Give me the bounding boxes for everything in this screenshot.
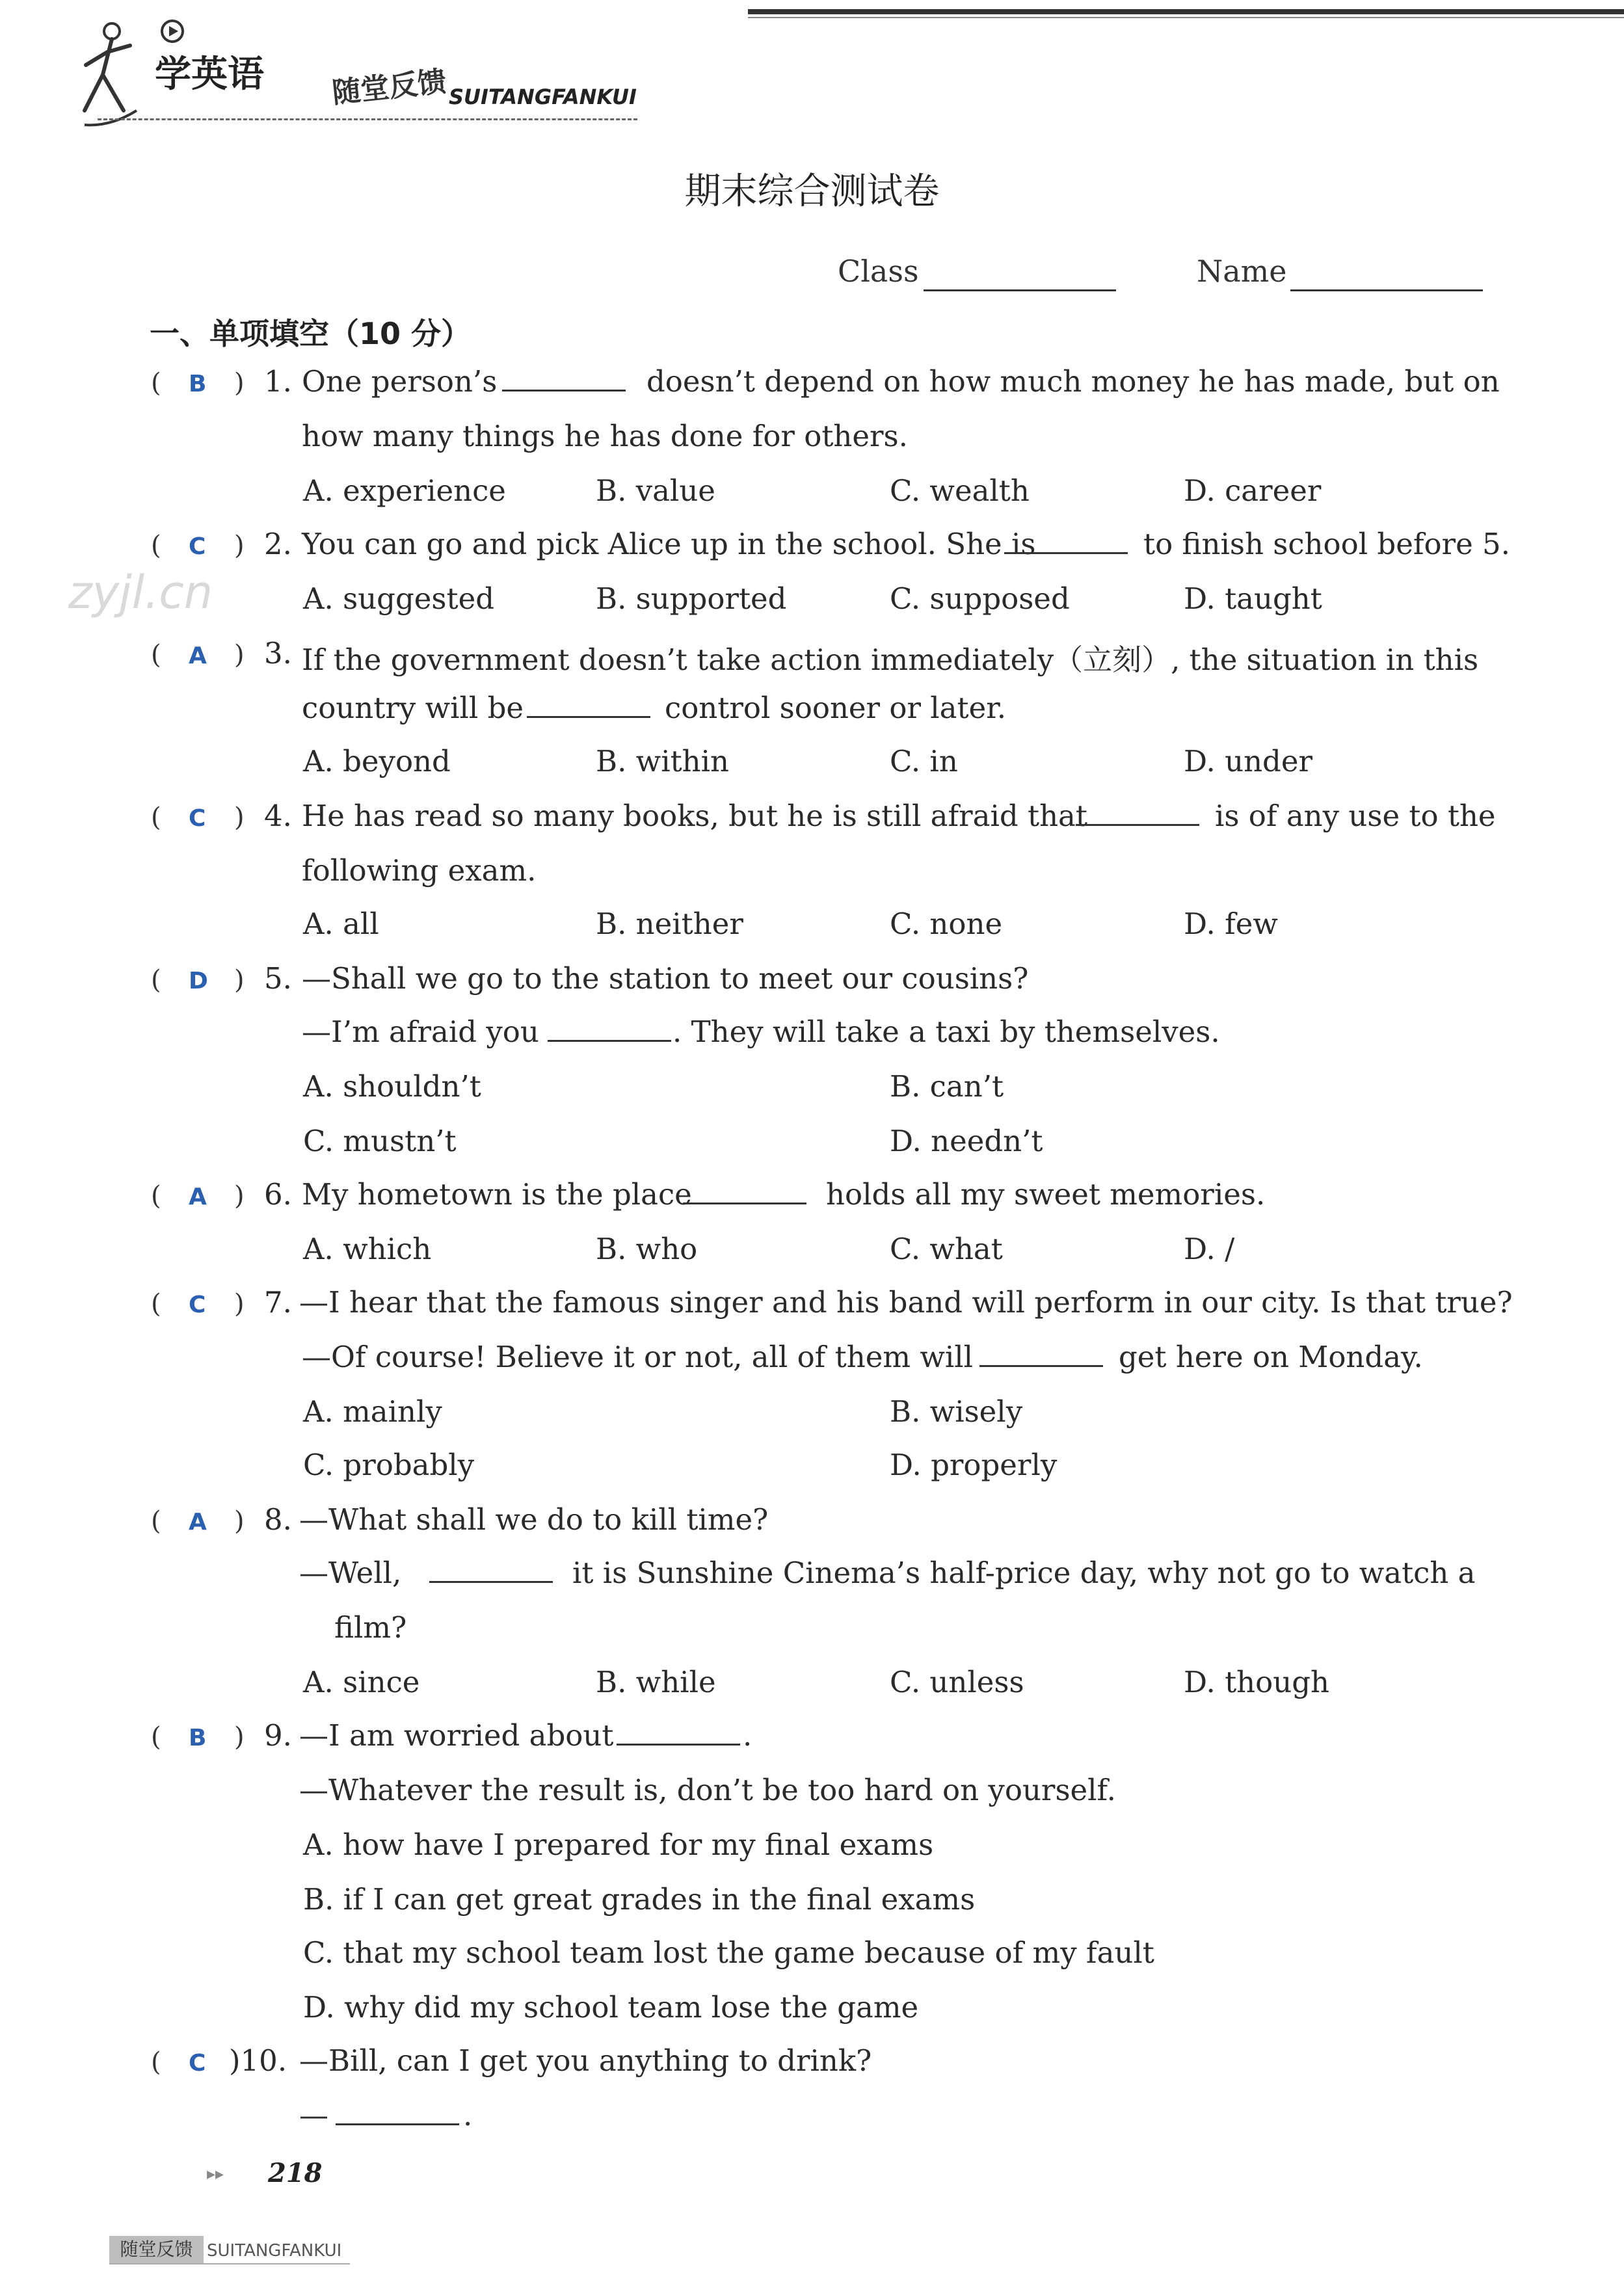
answer-paren: ( — [151, 1289, 161, 1319]
name-field[interactable] — [1290, 289, 1483, 291]
option-b[interactable]: B. who — [596, 1232, 698, 1266]
brand-title: 学英语 — [155, 53, 264, 96]
question-text: If the government doesn’t take action immediately（立刻）, the situation in this — [302, 643, 1479, 677]
option-d[interactable]: D. though — [1184, 1665, 1330, 1699]
option-b[interactable]: B. within — [596, 744, 730, 778]
option-a[interactable]: A. which — [303, 1232, 432, 1266]
option-b[interactable]: B. while — [596, 1665, 716, 1699]
brand-subtitle: SUITANGFANKUI — [449, 85, 637, 109]
question-text: country will be — [302, 691, 524, 725]
question-number: 9. — [264, 1718, 292, 1753]
answer-blank[interactable] — [548, 1015, 671, 1049]
class-label: Class — [838, 254, 919, 289]
question-text: —Of course! Believe it or not, all of them will — [302, 1340, 974, 1374]
option-b[interactable]: B. wisely — [890, 1394, 1023, 1429]
answer-blank[interactable] — [683, 1177, 806, 1212]
answer-paren: ( — [151, 640, 161, 670]
question-text: —I am worried about — [299, 1718, 614, 1753]
option-a[interactable]: A. how have I prepared for my final exams — [303, 1827, 934, 1862]
option-b[interactable]: B. can’t — [890, 1069, 1004, 1104]
option-c[interactable]: C. in — [890, 744, 958, 778]
option-a[interactable]: A. suggested — [303, 581, 495, 616]
question-text: He has read so many books, but he is still afraid that — [302, 799, 1087, 833]
footer-rule — [109, 2263, 350, 2264]
option-b[interactable]: B. if I can get great grades in the final exams — [303, 1882, 976, 1917]
page-number: 218 — [268, 2158, 323, 2188]
answer-text: A — [189, 1184, 207, 1210]
question-text: how many things he has done for others. — [302, 419, 908, 453]
option-a[interactable]: A. beyond — [303, 744, 451, 778]
question-text: is of any use to the — [1215, 799, 1496, 833]
option-c[interactable]: C. what — [890, 1232, 1003, 1266]
answer-paren: ) — [234, 1506, 245, 1536]
answer-paren: ) — [234, 1289, 245, 1319]
option-b[interactable]: B. neither — [596, 907, 743, 941]
option-d[interactable]: D. properly — [890, 1448, 1058, 1482]
brand-script: 随堂反馈 — [330, 64, 448, 111]
answer-blank[interactable] — [1076, 799, 1199, 833]
question-text: —Well, — [299, 1556, 402, 1590]
option-d[interactable]: D. / — [1184, 1232, 1235, 1266]
option-a[interactable]: A. experience — [303, 473, 506, 508]
header-rule — [748, 9, 1624, 14]
answer-text: B — [189, 1725, 207, 1751]
question-number: 8. — [264, 1502, 292, 1537]
question-number: 6. — [264, 1177, 292, 1212]
question-text: One person’s — [302, 364, 498, 399]
question-text: to finish school before 5. — [1143, 527, 1510, 561]
option-c[interactable]: C. supposed — [890, 581, 1070, 616]
question-text: film? — [334, 1610, 407, 1645]
watermark: zyjl.cn — [68, 566, 213, 619]
answer-paren: ( — [151, 1506, 161, 1536]
answer-paren: ( — [151, 531, 161, 561]
option-a[interactable]: A. all — [303, 907, 379, 941]
answer-text: A — [189, 1509, 207, 1535]
question-number: 3. — [264, 636, 292, 671]
answer-paren: ) — [234, 803, 245, 832]
option-a[interactable]: A. since — [303, 1665, 420, 1699]
page-title: 期末综合测试卷 — [684, 170, 940, 213]
question-text: control sooner or later. — [665, 691, 1007, 725]
answer-text: C — [189, 805, 206, 832]
question-number: 1. — [264, 364, 292, 399]
answer-text: C — [189, 533, 206, 560]
answer-text: B — [189, 371, 207, 397]
option-d[interactable]: D. under — [1184, 744, 1312, 778]
answer-text: A — [189, 643, 207, 669]
answer-paren: ) — [234, 640, 245, 670]
answer-blank[interactable] — [502, 364, 626, 399]
option-b[interactable]: B. value — [596, 473, 715, 508]
answer-paren: ( — [151, 368, 161, 398]
question-text: it is Sunshine Cinema’s half-price day, why not go to watch a — [572, 1556, 1476, 1590]
answer-paren: ( — [151, 803, 161, 832]
answer-blank[interactable] — [617, 1718, 740, 1753]
question-number: 2. — [264, 527, 292, 561]
footer-badge: 随堂反馈 — [109, 2236, 204, 2263]
question-text: — — [299, 2098, 328, 2132]
answer-blank[interactable] — [336, 2098, 459, 2132]
question-text: holds all my sweet memories. — [826, 1177, 1266, 1212]
question-text: You can go and pick Alice up in the school. She is — [302, 527, 1036, 561]
header-dashed-rule — [98, 118, 637, 120]
option-d[interactable]: D. needn’t — [890, 1124, 1043, 1158]
option-a[interactable]: A. shouldn’t — [303, 1069, 481, 1104]
answer-paren: ) — [234, 965, 245, 995]
answer-blank[interactable] — [1004, 527, 1128, 561]
name-label: Name — [1197, 254, 1287, 289]
option-c[interactable]: C. that my school team lost the game because of my fault — [303, 1935, 1154, 1970]
option-c[interactable]: C. none — [890, 907, 1003, 941]
question-number: 4. — [264, 799, 292, 833]
answer-paren: ) — [234, 1181, 245, 1211]
option-c[interactable]: C. probably — [303, 1448, 475, 1482]
option-d[interactable]: D. taught — [1184, 581, 1322, 616]
question-text: . They will take a taxi by themselves. — [672, 1015, 1220, 1049]
question-text: get here on Monday. — [1119, 1340, 1423, 1374]
question-text: . — [463, 2098, 473, 2132]
option-d[interactable]: D. career — [1184, 473, 1322, 508]
option-c[interactable]: C. wealth — [890, 473, 1030, 508]
question-number: 7. — [264, 1285, 292, 1320]
section-title: 一、单项填空（10 分） — [150, 316, 472, 351]
question-text: —Shall we go to the station to meet our cousins? — [302, 961, 1029, 996]
question-text: . — [743, 1718, 752, 1753]
option-b[interactable]: B. supported — [596, 581, 787, 616]
question-text: —I hear that the famous singer and his band will perform in our city. Is that true? — [299, 1285, 1513, 1320]
question-text: —Bill, can I get you anything to drink? — [299, 2043, 872, 2078]
header-rule-thin — [748, 17, 1624, 18]
option-d[interactable]: D. why did my school team lose the game — [303, 1990, 919, 2025]
class-field[interactable] — [924, 289, 1116, 291]
answer-paren: ) — [234, 1722, 245, 1752]
answer-blank[interactable] — [429, 1556, 553, 1590]
question-text: doesn’t depend on how much money he has made, but on — [646, 364, 1500, 399]
question-text: —What shall we do to kill time? — [299, 1502, 769, 1537]
question-text: —I’m afraid you — [302, 1015, 539, 1049]
answer-paren: ( — [151, 1181, 161, 1211]
footer-subtitle: SUITANGFANKUI — [207, 2241, 342, 2261]
answer-text: D — [189, 968, 208, 994]
answer-text: C — [189, 1292, 206, 1318]
question-text: following exam. — [302, 853, 537, 888]
option-a[interactable]: A. mainly — [303, 1394, 442, 1429]
question-number: )10. — [229, 2043, 287, 2078]
answer-paren: ) — [234, 531, 245, 561]
question-text: —Whatever the result is, don’t be too hard on yourself. — [299, 1773, 1116, 1807]
question-number: 5. — [264, 961, 292, 996]
option-c[interactable]: C. mustn’t — [303, 1124, 457, 1158]
answer-blank[interactable] — [527, 691, 650, 725]
footer-arrows-icon: ▸▸ — [207, 2164, 224, 2184]
answer-blank[interactable] — [979, 1340, 1103, 1374]
answer-paren: ( — [151, 1722, 161, 1752]
answer-paren: ( — [151, 2047, 161, 2077]
answer-paren: ( — [151, 965, 161, 995]
answer-paren: ) — [234, 368, 245, 398]
option-d[interactable]: D. few — [1184, 907, 1278, 941]
answer-text: C — [189, 2050, 206, 2077]
option-c[interactable]: C. unless — [890, 1665, 1024, 1699]
question-text: My hometown is the place — [302, 1177, 692, 1212]
